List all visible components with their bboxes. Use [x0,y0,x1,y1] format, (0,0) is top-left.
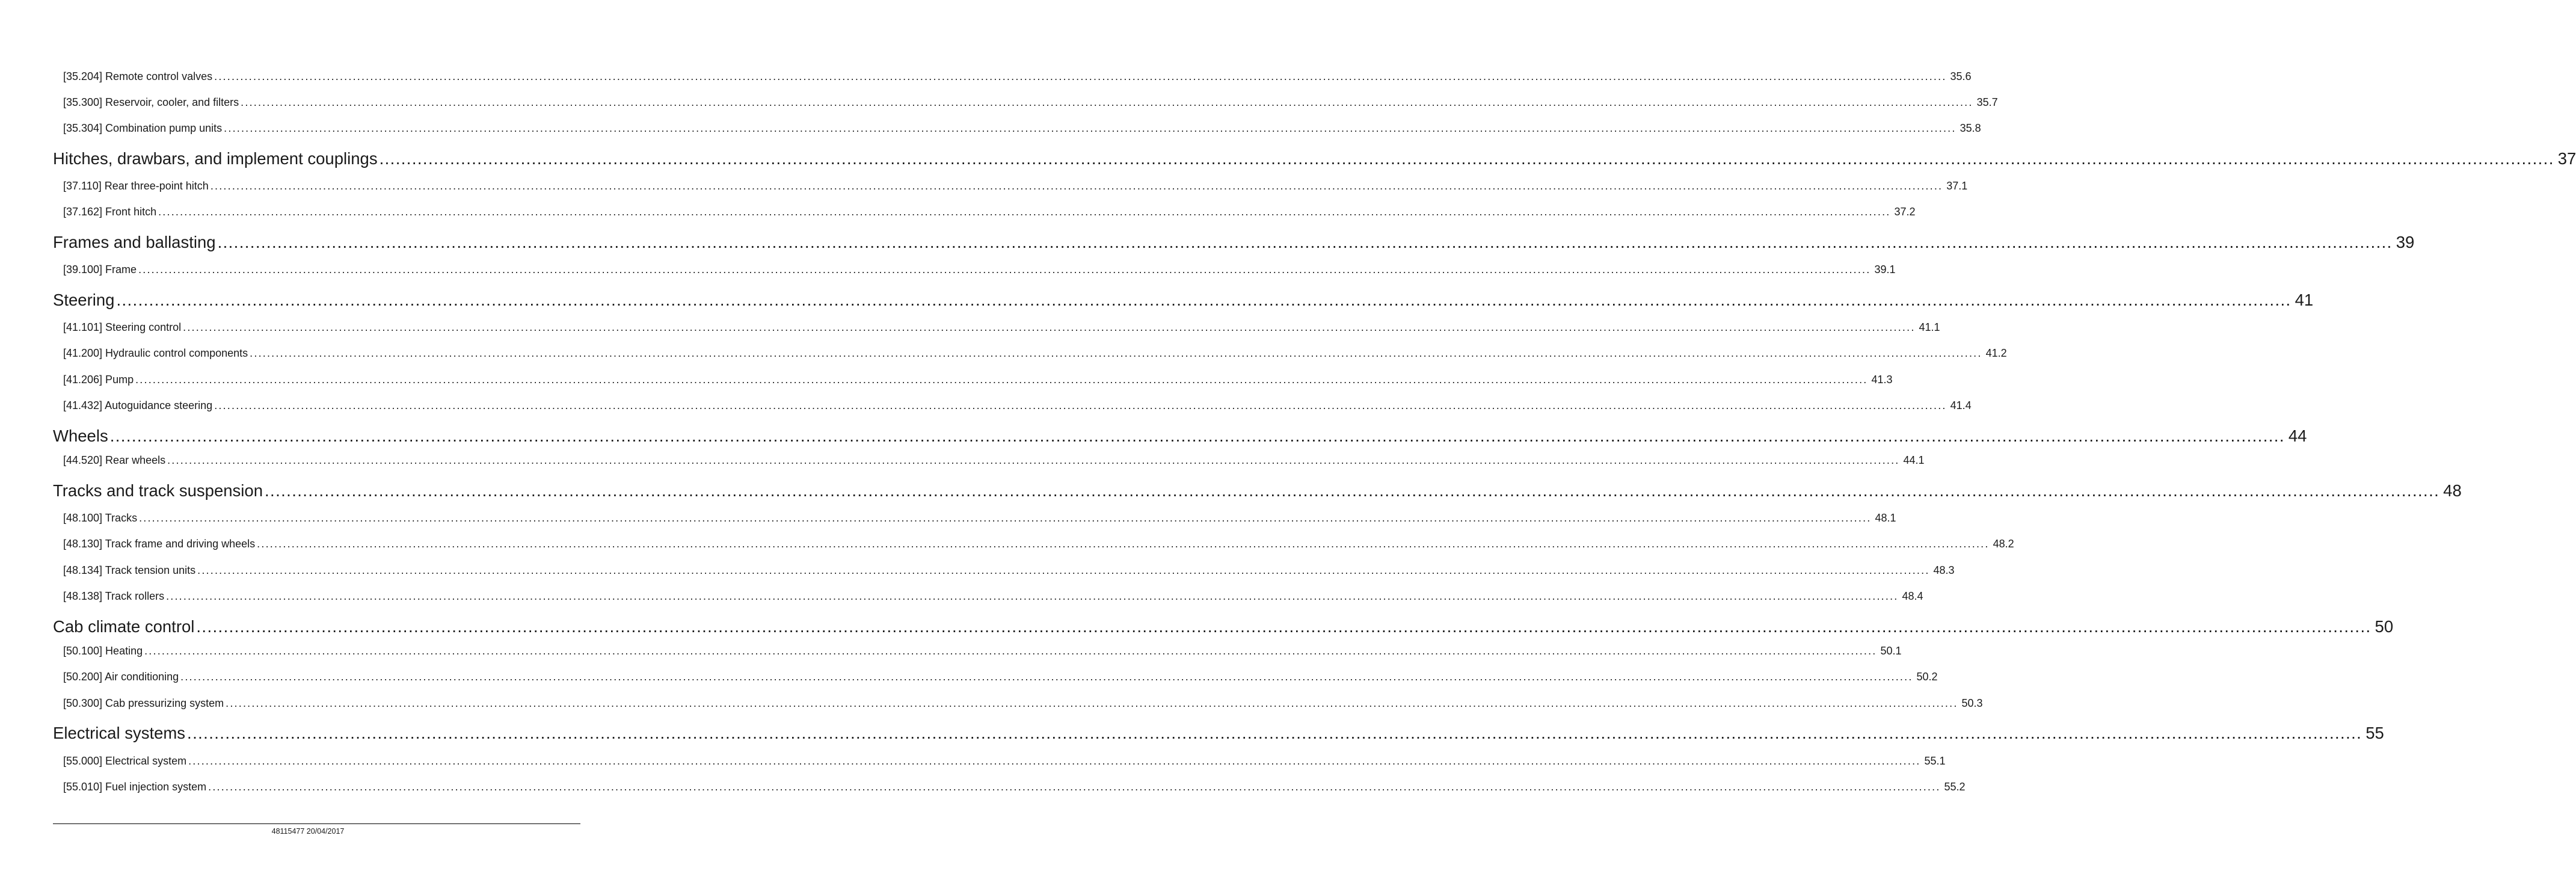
toc-leader-dots: ................................................................................................................................................................................................................................................................................................................................................................................................................ [183,321,1916,333]
toc-section-entry[interactable] [63,753,1946,768]
toc-entry-page: 41.1 [1919,321,1940,333]
toc-leader-dots: ................................................................................................................................................................................................................................................................................................................................................................................................................ [188,755,1921,767]
toc-leader-dots: ................................................................................................................................................................................................................................................................................................................................................................................................................ [214,70,1947,82]
toc-leader-dots: ................................................................................................................................................................................................................................................................................................................................................................................................................ [224,122,1957,134]
toc-entry-title: [41.206] Pump [63,374,134,386]
toc-entry-page: 48.1 [1875,512,1896,524]
toc-entry-title: [48.134] Track tension units [63,564,196,576]
toc-entry-title: [48.138] Track rollers [63,590,165,602]
toc-entry-title: [41.101] Steering control [63,321,182,333]
toc-section-entry[interactable] [63,562,1955,577]
toc-section-entry[interactable] [63,536,2014,550]
toc-leader-dots: ................................................................................................................................................................................................................................................................................................................................................................................................................ [214,399,1947,411]
toc-leader-dots: ................................................................................................................................................................................................................................................................................................................................................................................................................ [138,263,1871,275]
toc-entry-page: 48 [2443,481,2462,500]
toc-entry-page: 35.7 [1976,96,1998,108]
toc-chapter-entry[interactable] [53,424,2307,446]
footer-document-id: 48115477 20/04/2017 [271,827,345,836]
toc-leader-dots: ................................................................................................................................................................................................................................................................................................................................................................................................................ [139,512,1872,524]
toc-section-entry[interactable] [63,588,1923,603]
toc-entry-title: [44.520] Rear wheels [63,454,166,466]
toc-entry-page: 48.2 [1993,538,2014,550]
toc-section-entry[interactable] [63,69,1972,83]
toc-entry-page: 44 [2288,426,2307,445]
toc-entry-page: 48.3 [1933,564,1955,576]
toc-entry-title: Tracks and track suspension [53,481,263,500]
toc-entry-page: 35.8 [1960,122,1981,134]
toc-leader-dots: ................................................................................................................................................................................................................................................................................................................................................................................................................ [187,724,2362,742]
toc-chapter-entry[interactable] [53,615,2394,636]
toc-entry-title: [35.304] Combination pump units [63,122,223,134]
toc-entry-title: [50.200] Air conditioning [63,671,179,683]
toc-entry-title: Wheels [53,426,108,445]
toc-leader-dots: ................................................................................................................................................................................................................................................................................................................................................................................................................ [241,96,1973,108]
toc-leader-dots: ................................................................................................................................................................................................................................................................................................................................................................................................................ [167,454,1900,466]
toc-entry-title: Hitches, drawbars, and implement couplings [53,149,378,168]
toc-entry-title: [48.130] Track frame and driving wheels [63,538,256,550]
toc-section-entry[interactable] [63,345,2007,360]
toc-section-entry[interactable] [63,510,1896,525]
toc-leader-dots: ................................................................................................................................................................................................................................................................................................................................................................................................................ [166,590,1899,602]
toc-leader-dots: ................................................................................................................................................................................................................................................................................................................................................................................................................ [379,149,2554,168]
toc-leader-dots: ................................................................................................................................................................................................................................................................................................................................................................................................................ [226,697,1958,709]
toc-leader-dots: ................................................................................................................................................................................................................................................................................................................................................................................................................ [196,617,2372,636]
toc-leader-dots: ................................................................................................................................................................................................................................................................................................................................................................................................................ [210,180,1943,192]
toc-section-entry[interactable] [63,319,1940,334]
toc-entry-title: [48.100] Tracks [63,512,138,524]
toc-chapter-entry[interactable] [53,721,2384,743]
toc-leader-dots: ................................................................................................................................................................................................................................................................................................................................................................................................................ [144,645,1877,657]
toc-section-entry[interactable] [63,695,1983,710]
toc-entry-page: 44.1 [1903,454,1925,466]
toc-entry-page: 55.2 [1944,781,1966,793]
toc-entry-page: 37.2 [1894,206,1916,218]
toc-entry-title: [37.162] Front hitch [63,206,157,218]
toc-entry-page: 50.3 [1961,697,1983,709]
toc-entry-title: [39.100] Frame [63,263,137,275]
toc-entry-title: Electrical systems [53,724,186,742]
toc-leader-dots: ................................................................................................................................................................................................................................................................................................................................................................................................................ [265,481,2440,500]
toc-section-entry[interactable] [63,372,1893,386]
toc-entry-page: 41.4 [1950,399,1972,411]
toc-entry-title: [37.110] Rear three-point hitch [63,180,209,192]
toc-entry-page: 37 [2557,149,2576,168]
toc-entry-title: [41.432] Autoguidance steering [63,399,213,411]
toc-leader-dots: ................................................................................................................................................................................................................................................................................................................................................................................................................ [208,781,1941,793]
footer-divider [53,823,580,824]
toc-entry-title: Steering [53,291,115,309]
toc-entry-title: [35.204] Remote control valves [63,70,213,82]
toc-entry-page: 50.1 [1880,645,1902,657]
toc-entry-page: 41.2 [1985,347,2007,359]
toc-section-entry[interactable] [63,669,1938,683]
toc-entry-title: [55.000] Electrical system [63,755,187,767]
toc-chapter-entry[interactable] [53,288,2314,310]
toc-leader-dots: ................................................................................................................................................................................................................................................................................................................................................................................................................ [250,347,1982,359]
toc-section-entry[interactable] [63,120,1981,135]
toc-entry-page: 39.1 [1874,263,1896,275]
toc-leader-dots: ................................................................................................................................................................................................................................................................................................................................................................................................................ [257,538,1990,550]
toc-entry-page: 41 [2295,291,2314,309]
toc-entry-page: 48.4 [1902,590,1923,602]
toc-entry-page: 55 [2365,724,2384,742]
toc-section-entry[interactable] [63,779,1966,793]
toc-leader-dots: ................................................................................................................................................................................................................................................................................................................................................................................................................ [158,206,1891,218]
toc-chapter-entry[interactable] [53,479,2462,500]
toc-entry-page: 35.6 [1950,70,1972,82]
toc-section-entry[interactable] [63,178,1968,192]
toc-entry-title: Frames and ballasting [53,233,216,251]
toc-entry-page: 55.1 [1924,755,1946,767]
toc-entry-title: [50.300] Cab pressurizing system [63,697,224,709]
toc-entry-page: 41.3 [1871,374,1893,386]
toc-entry-title: [41.200] Hydraulic control components [63,347,248,359]
toc-leader-dots: ................................................................................................................................................................................................................................................................................................................................................................................................................ [135,374,1868,386]
toc-chapter-entry[interactable] [53,147,2576,168]
toc-section-entry[interactable] [63,204,1916,218]
toc-entry-title: [35.300] Reservoir, cooler, and filters [63,96,239,108]
toc-entry-title: [55.010] Fuel injection system [63,781,207,793]
toc-chapter-entry[interactable] [53,230,2415,252]
toc-leader-dots: ................................................................................................................................................................................................................................................................................................................................................................................................................ [197,564,1930,576]
toc-section-entry[interactable] [63,398,1972,412]
toc-entry-page: 37.1 [1946,180,1968,192]
toc-leader-dots: ................................................................................................................................................................................................................................................................................................................................................................................................................ [217,233,2393,251]
toc-section-entry[interactable] [63,452,1925,467]
toc-entry-page: 50 [2375,617,2394,636]
toc-leader-dots: ................................................................................................................................................................................................................................................................................................................................................................................................................ [109,426,2285,445]
toc-section-entry[interactable] [63,94,1998,109]
toc-entry-title: Cab climate control [53,617,195,636]
toc-section-entry[interactable] [63,262,1896,276]
toc-entry-title: [50.100] Heating [63,645,143,657]
toc-leader-dots: ................................................................................................................................................................................................................................................................................................................................................................................................................ [116,291,2292,309]
toc-section-entry[interactable] [63,643,1902,657]
toc-entry-page: 39 [2396,233,2415,251]
toc-leader-dots: ................................................................................................................................................................................................................................................................................................................................................................................................................ [180,671,1913,683]
toc-entry-page: 50.2 [1916,671,1938,683]
